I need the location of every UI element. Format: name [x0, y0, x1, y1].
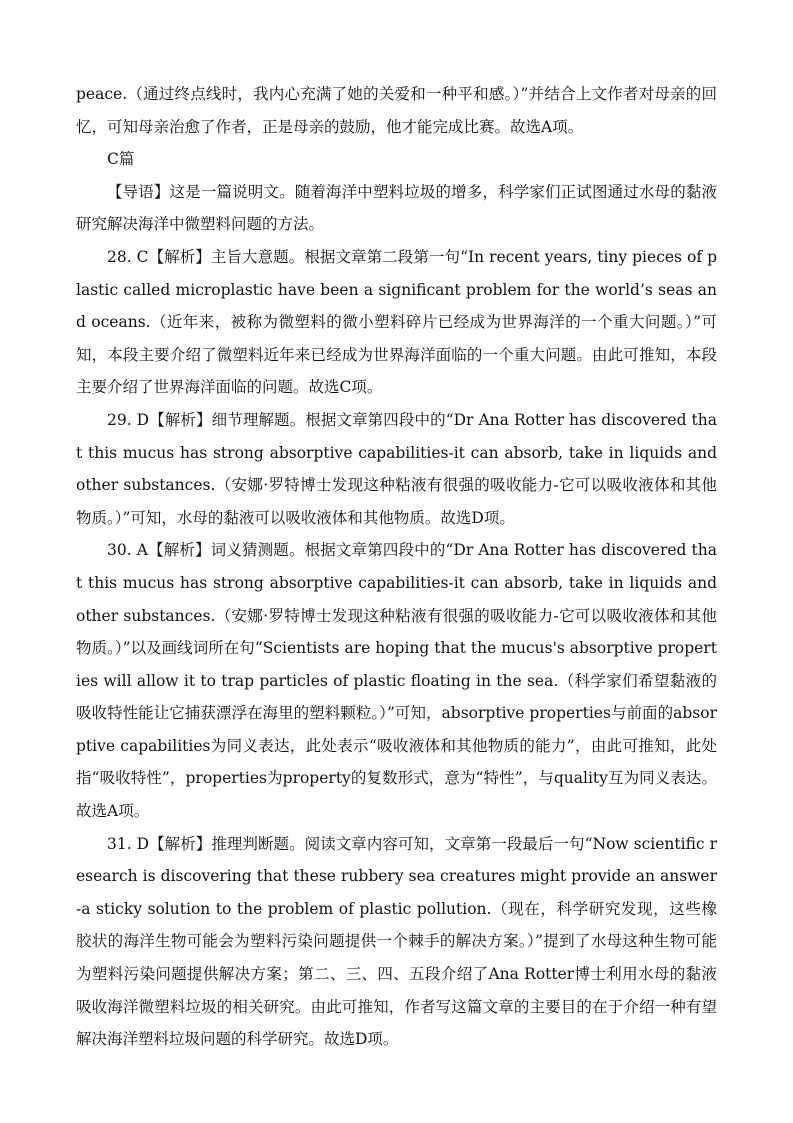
paragraph-intro: peace.（通过终点线时，我内心充满了她的关爱和一种平和感。）”并结合上文作者对母亲的回忆，可知母亲治愈了作者，正是母亲的鼓励，他才能完成比赛。故选A项。: [76, 85, 717, 136]
paragraph-guide: 【导语】这是一篇说明文。随着海洋中塑料垃圾的增多，科学家们正试图通过水母的黏液研究解决海洋中微塑料问题的方法。: [76, 182, 717, 234]
answer-28: 28. C【解析】主旨大意题。根据文章第二段第一句“In recent years, tiny pieces of plastic called microplastic have been a significant problem for the world’s seas and oceans.（近年来，被称为微塑料的微小塑料碎片已经成为世界海洋的一个重大问题。）”可知，本段主要介绍了微塑料近年来已经成为世界海洋面临的一个重大问题。由此可推知，本段主要介绍了世界海洋面临的问题。故选C项。: [76, 247, 717, 397]
answer-30: 30. A【解析】词义猜测题。根据文章第四段中的“Dr Ana Rotter has discovered that this mucus has strong absorptive capabilities-it can absorb, take in liquids and other substances.（安娜·罗特博士发现这种粘液有很强的吸收能力-它可以吸收液体和其他物质。）”以及画线词所在句“Scientists are hoping that the mucus's absorptive properties will allow it to trap particles of plastic floating in the sea.（科学家们希望黏液的吸收特性能让它捕获漂浮在海里的塑料颗粒。）”可知，absorptive properties与前面的absorptive capabilities为同义表达，此处表示“吸收液体和其他物质的能力”，由此可推知，此处指“吸收特性”，properties为property的复数形式，意为“特性”，与quality互为同义表达。故选A项。: [76, 541, 717, 821]
document-body: [76, 78, 717, 1056]
section-heading-c: C篇: [107, 150, 135, 169]
answer-31: 31. D【解析】推理判断题。阅读文章内容可知，文章第一段最后一句“Now scientific research is discovering that these rubbery sea creatures might provide an answer-a sticky solution to the problem of plastic pollution.（现在，科学研究发现，这些橡胶状的海洋生物可能会为塑料污染问题提供一个棘手的解决方案。）”提到了水母这种生物可能为塑料污染问题提供解决方案；第二、三、四、五段介绍了Ana Rotter博士利用水母的黏液吸收海洋微塑料垃圾的相关研究。由此可推知，作者写这篇文章的主要目的在于介绍一种有望解决海洋塑料垃圾问题的科学研究。故选D项。: [76, 834, 717, 1049]
answer-29: 29. D【解析】细节理解题。根据文章第四段中的“Dr Ana Rotter has discovered that this mucus has strong absorptive capabilities-it can absorb, take in liquids and other substances.（安娜·罗特博士发现这种粘液有很强的吸收能力-它可以吸收液体和其他物质。）”可知，水母的黏液可以吸收液体和其他物质。故选D项。: [76, 410, 717, 527]
